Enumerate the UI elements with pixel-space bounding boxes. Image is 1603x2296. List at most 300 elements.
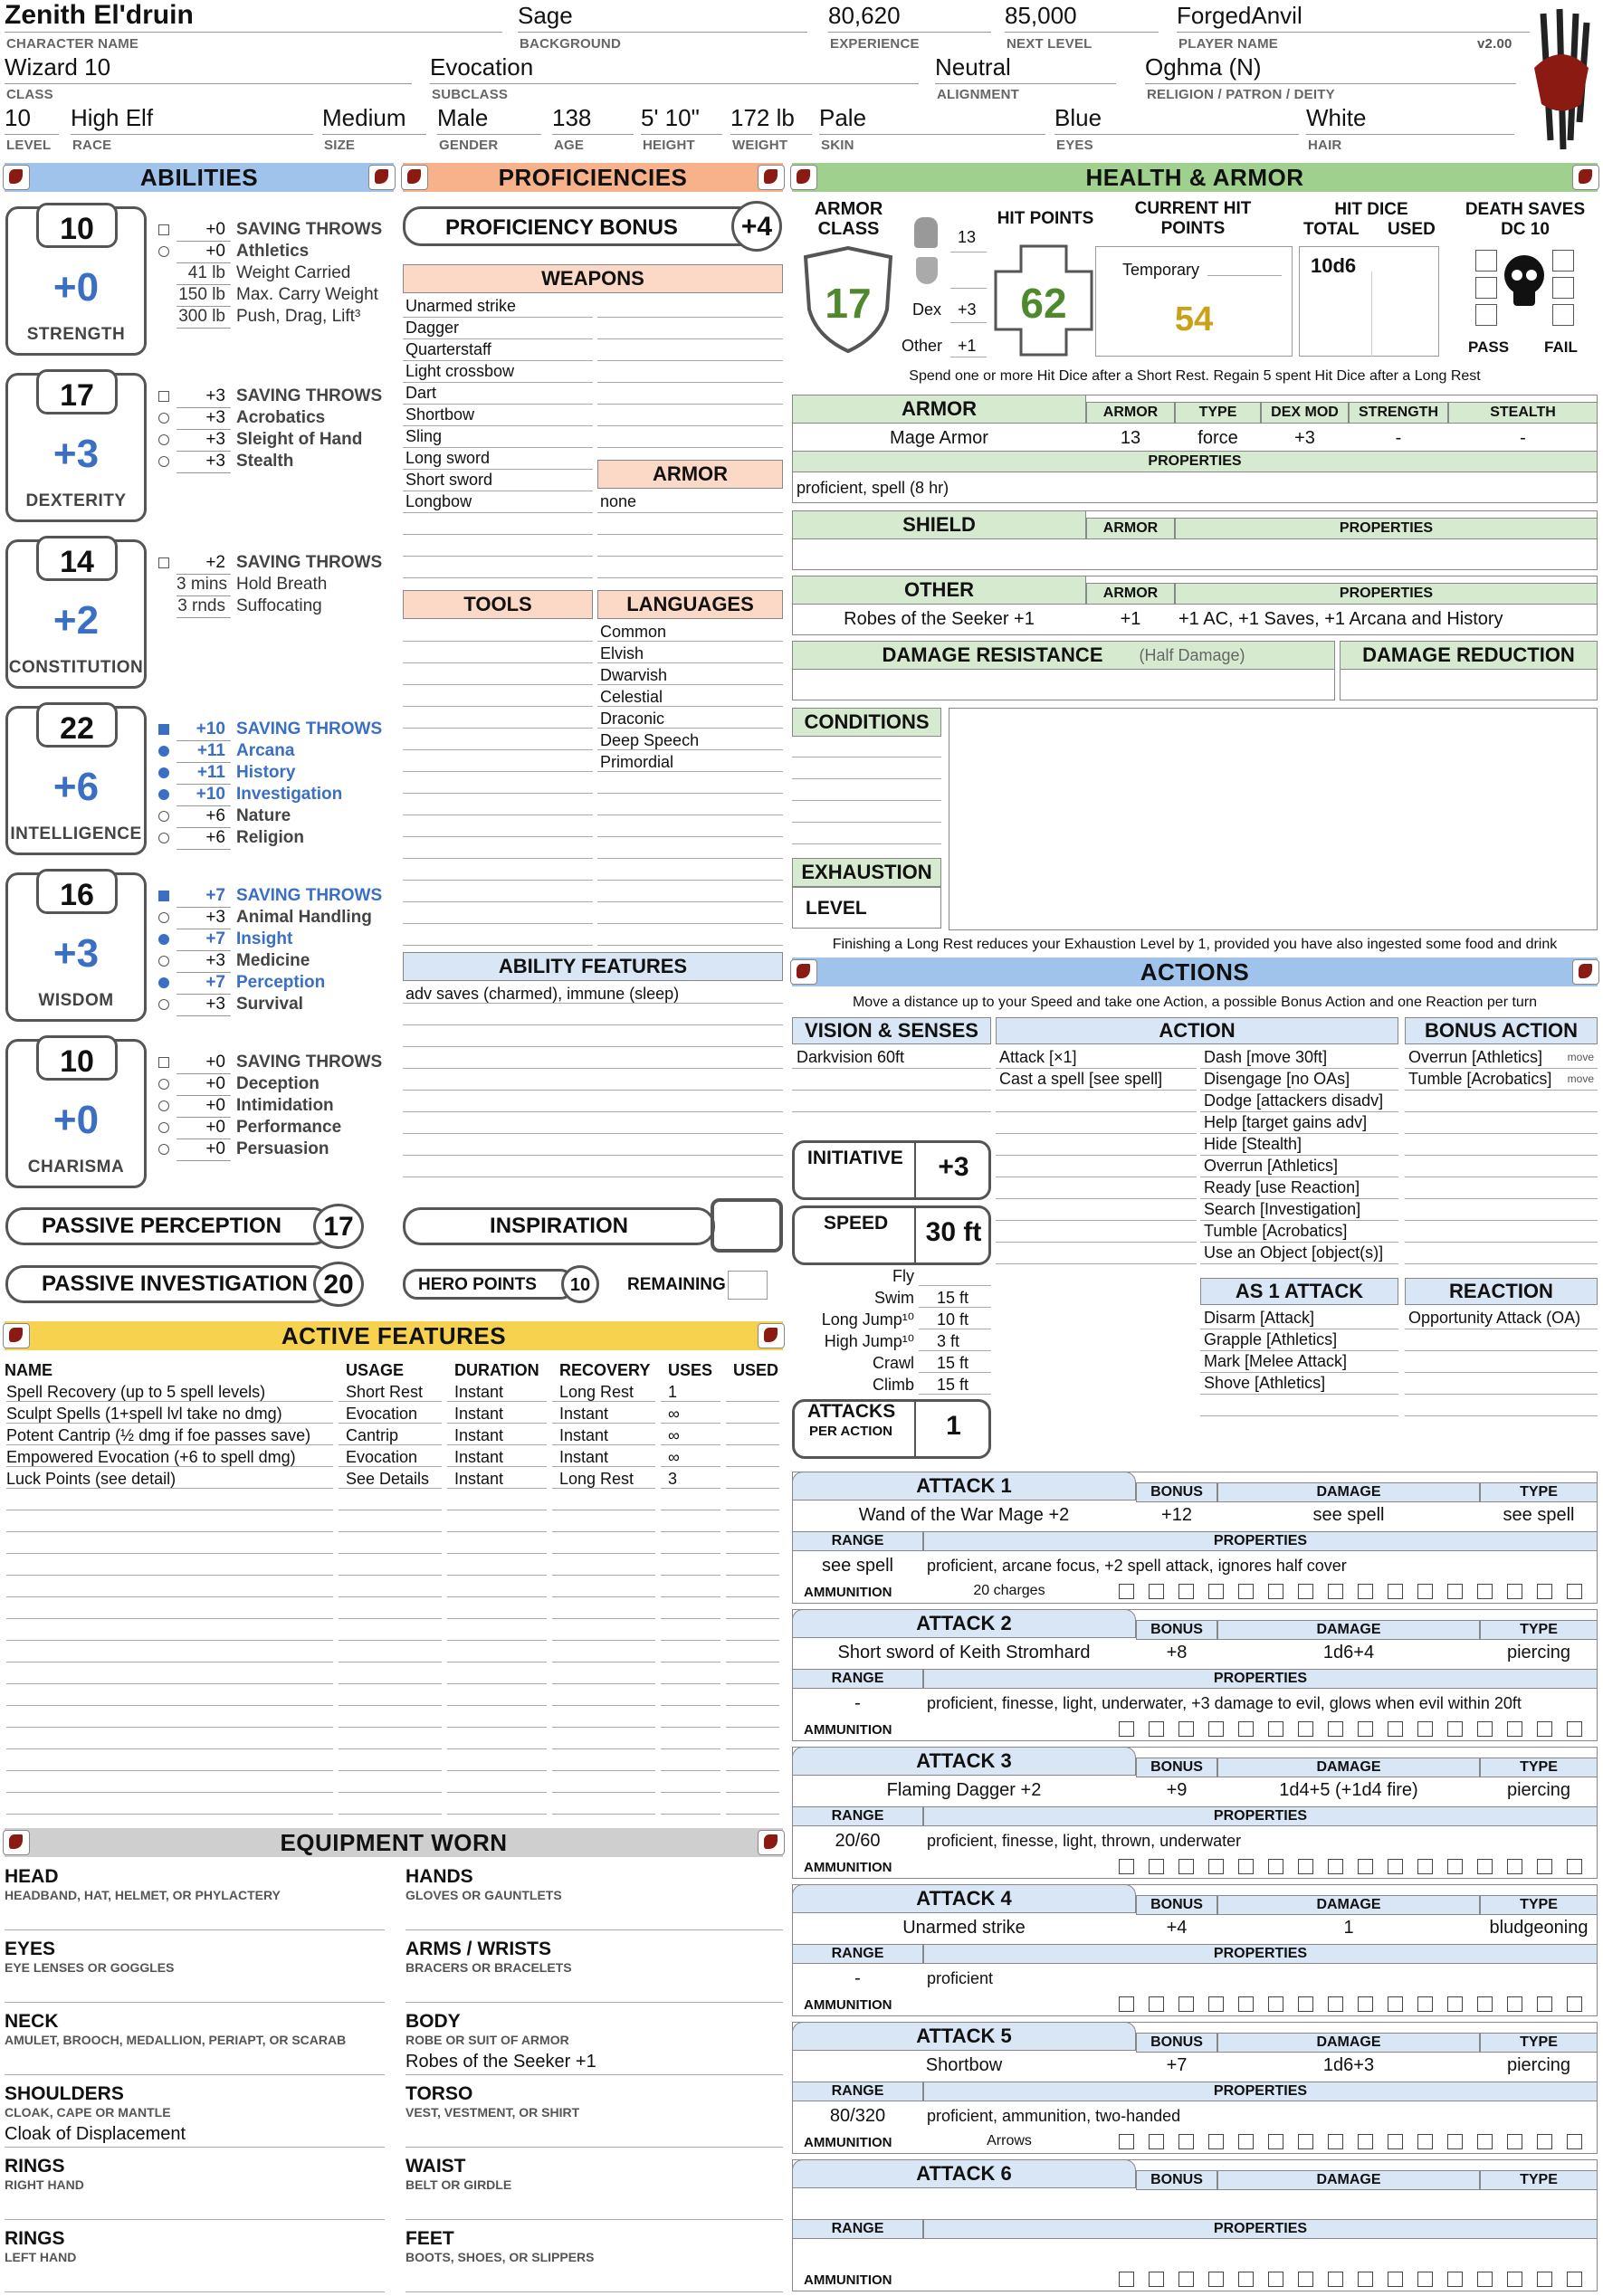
active-line — [552, 1683, 655, 1684]
ammo-checkbox[interactable] — [1447, 1996, 1463, 2012]
active-line — [6, 1814, 333, 1815]
active-line — [726, 1640, 779, 1641]
ammo-checkbox[interactable] — [1238, 1996, 1254, 2012]
active-line — [447, 1444, 547, 1445]
ammo-checkbox[interactable] — [1268, 1721, 1283, 1737]
equip-slot-sub: CLOAK, CAPE OR MANTLE — [5, 2105, 171, 2120]
conditions-header: CONDITIONS — [792, 708, 941, 737]
attack-props: proficient, arcane focus, +2 spell attack, ignores half cover — [927, 1557, 1347, 1575]
class-field[interactable]: Wizard 10 — [5, 53, 412, 84]
death-save-fail[interactable] — [1552, 304, 1574, 326]
proficiency-circle[interactable] — [158, 1122, 169, 1133]
skill-bonus: +0 — [177, 1052, 231, 1074]
list-line — [403, 382, 593, 383]
ammo-checkbox[interactable] — [1507, 1721, 1522, 1737]
dragon-icon — [1572, 959, 1599, 985]
active-line — [6, 1466, 333, 1467]
ability-score: 10 — [60, 1044, 94, 1079]
list-line — [996, 1242, 1197, 1243]
ammo-checkbox[interactable] — [1119, 1584, 1134, 1599]
ammo-checkbox[interactable] — [1507, 1859, 1522, 1874]
death-save-pass[interactable] — [1475, 250, 1497, 272]
death-saves-dc: DC 10 — [1501, 220, 1550, 239]
ammo-checkbox[interactable] — [1268, 2134, 1283, 2149]
ammo-checkbox[interactable] — [1537, 1996, 1552, 2012]
attack-range-col: RANGE — [792, 2082, 923, 2101]
active-feature-cell: Spell Recovery (up to 5 spell levels) — [6, 1383, 266, 1401]
skill-label: Survival — [236, 995, 303, 1014]
ammo-checkbox[interactable] — [1447, 2134, 1463, 2149]
proficiency-circle[interactable] — [158, 1079, 169, 1090]
ammo-checkbox[interactable] — [1537, 2134, 1552, 2149]
ammo-checkbox[interactable] — [1358, 2134, 1373, 2149]
list-line — [403, 945, 593, 946]
remaining-input[interactable] — [728, 1271, 768, 1300]
attack-type: piercing — [1506, 1780, 1571, 1800]
ammunition-label: AMMUNITION — [804, 1860, 892, 1875]
attack-damage-col: DAMAGE — [1217, 1758, 1480, 1777]
active-line — [726, 1575, 779, 1576]
ability-name: CONSTITUTION — [8, 658, 144, 677]
skill-bonus: 3 mins — [177, 574, 231, 596]
ammo-checkbox[interactable] — [1178, 1859, 1194, 1874]
armor-props-header: PROPERTIES — [792, 451, 1598, 472]
ammo-checkbox[interactable] — [1208, 1996, 1224, 2012]
ammo-checkbox[interactable] — [1268, 2272, 1283, 2287]
subclass-field[interactable]: Evocation — [430, 53, 919, 84]
active-col-header: USES — [668, 1361, 713, 1379]
ammo-checkbox[interactable] — [1328, 2272, 1343, 2287]
death-save-pass[interactable] — [1475, 304, 1497, 326]
ammo-checkbox[interactable] — [1149, 2272, 1164, 2287]
ammo-checkbox[interactable] — [1507, 2272, 1522, 2287]
active-line — [552, 1531, 655, 1532]
active-line — [661, 1531, 720, 1532]
ammo-checkbox[interactable] — [1149, 1721, 1164, 1737]
ammo-checkbox[interactable] — [1537, 1721, 1552, 1737]
ammo-checkbox[interactable] — [1477, 1721, 1493, 1737]
helmet-icon — [914, 217, 938, 248]
attack-props-col: PROPERTIES — [923, 2219, 1598, 2239]
ammo-checkbox[interactable] — [1328, 1584, 1343, 1599]
attack-name[interactable]: Shortbow — [925, 2055, 1003, 2075]
ammo-checkbox[interactable] — [1208, 2134, 1224, 2149]
ammo-checkbox[interactable] — [1507, 1584, 1522, 1599]
active-line — [552, 1727, 655, 1728]
ammo-checkbox[interactable] — [1238, 1859, 1254, 1874]
inspiration-toggle[interactable] — [711, 1198, 783, 1253]
proficiency-circle[interactable] — [158, 413, 169, 424]
ammo-checkbox[interactable] — [1537, 1859, 1552, 1874]
death-save-fail[interactable] — [1552, 277, 1574, 299]
ammo-checkbox[interactable] — [1178, 2272, 1194, 2287]
ammo-checkbox[interactable] — [1358, 1859, 1373, 1874]
ammo-checkbox[interactable] — [1417, 1721, 1433, 1737]
other-header: OTHER — [792, 576, 1086, 605]
active-line — [447, 1792, 547, 1793]
saving-throw-row — [158, 219, 382, 241]
skill-label: Hold Breath — [236, 575, 328, 594]
attack-name[interactable]: Short sword of Keith Stromhard — [837, 1643, 1091, 1662]
ammo-checkbox[interactable] — [1388, 1996, 1403, 2012]
ammo-checkbox[interactable] — [1208, 2272, 1224, 2287]
equip-slot-title: NECK — [5, 2011, 59, 2032]
skill-bonus: +3 — [177, 950, 231, 973]
ability-score: 14 — [60, 545, 94, 579]
xp-field[interactable]: 80,620 — [828, 2, 991, 33]
ac-value: 17 — [825, 280, 872, 327]
ammo-checkbox[interactable] — [1298, 1996, 1313, 2012]
exhaustion-level-label: LEVEL — [806, 898, 867, 919]
ammo-checkbox[interactable] — [1119, 2272, 1134, 2287]
proficiency-square[interactable] — [158, 224, 169, 235]
armor-cell: - — [1395, 428, 1402, 448]
attack-damage: 1d6+3 — [1322, 2055, 1375, 2075]
proficiency-circle[interactable] — [158, 999, 169, 1010]
languages-header: LANGUAGES — [597, 590, 783, 619]
ammo-checkbox[interactable] — [1119, 1996, 1134, 2012]
movement-label: High Jump¹⁰ — [824, 1332, 914, 1350]
proficiencies-banner — [403, 163, 783, 192]
skill-bonus: +6 — [177, 805, 231, 828]
equip-slot-sub: BRACERS OR BRACELETS — [406, 1960, 572, 1975]
ammo-checkbox[interactable] — [1417, 2272, 1433, 2287]
skill-bonus: +11 — [177, 740, 231, 763]
ammunition-label: AMMUNITION — [804, 2135, 892, 2150]
proficiency-circle[interactable] — [158, 833, 169, 843]
size-field[interactable]: Medium — [322, 104, 426, 135]
proficiency-circle[interactable] — [158, 434, 169, 445]
proficiency-square[interactable] — [158, 557, 169, 568]
skill-bonus: 41 lb — [177, 262, 231, 285]
list-line — [403, 404, 593, 405]
ammo-checkbox[interactable] — [1298, 1859, 1313, 1874]
proficiency-square[interactable] — [158, 724, 169, 735]
proficiency-circle[interactable] — [158, 811, 169, 822]
ammo-checkbox[interactable] — [1268, 1584, 1283, 1599]
active-line — [552, 1748, 655, 1749]
list-line — [792, 1090, 991, 1091]
list-line — [996, 1111, 1197, 1112]
proficiency-circle[interactable] — [158, 767, 169, 778]
ammo-checkbox[interactable] — [1149, 1996, 1164, 2012]
ammo-checkbox[interactable] — [1268, 1996, 1283, 2012]
attack-type: bludgeoning — [1489, 1918, 1589, 1938]
skill-bonus: +6 — [177, 827, 231, 850]
movement-value: 3 ft — [937, 1332, 960, 1350]
ammo-checkbox[interactable] — [1477, 1996, 1493, 2012]
skill-row — [158, 262, 350, 284]
list-line — [996, 1220, 1197, 1221]
list-line — [1405, 1198, 1598, 1199]
ammo-checkbox[interactable] — [1238, 2134, 1254, 2149]
banner-title: HEALTH & ARMOR — [1085, 163, 1304, 191]
name-field[interactable]: Zenith El'druin — [5, 2, 502, 33]
hit-dice-total-label: TOTAL — [1303, 220, 1360, 239]
skill-label: SAVING THROWS — [236, 719, 383, 738]
weapon-item: Light crossbow — [406, 362, 515, 380]
attack-header: ATTACK 3 — [792, 1747, 1136, 1776]
skill-row — [158, 284, 378, 306]
ammo-checkbox[interactable] — [1238, 1584, 1254, 1599]
active-line — [447, 1401, 547, 1402]
tools-header: TOOLS — [403, 590, 593, 619]
movement-value: 15 ft — [937, 1376, 969, 1394]
ammo-checkbox[interactable] — [1358, 1996, 1373, 2012]
ammo-checkbox[interactable] — [1358, 2272, 1373, 2287]
active-line — [552, 1792, 655, 1793]
dr-sub: (Half Damage) — [1139, 645, 1245, 664]
list-line — [403, 447, 593, 448]
health-banner — [792, 163, 1598, 192]
ammo-checkbox[interactable] — [1178, 2134, 1194, 2149]
ammo-checkbox[interactable] — [1298, 1584, 1313, 1599]
ammo-checkbox[interactable] — [1208, 1859, 1224, 1874]
ammo-checkbox[interactable] — [1358, 1721, 1373, 1737]
ammo-checkbox[interactable] — [1119, 1721, 1134, 1737]
active-line — [6, 1444, 333, 1445]
armor-name: Mage Armor — [890, 428, 988, 448]
list-line — [597, 749, 783, 750]
list-line — [597, 641, 783, 642]
age-field[interactable]: 138 — [552, 104, 634, 135]
hair-field[interactable]: White — [1306, 104, 1514, 135]
ammo-checkbox[interactable] — [1417, 1996, 1433, 2012]
active-feature-cell: Instant — [454, 1383, 504, 1401]
alignment-field[interactable]: Neutral — [935, 53, 1116, 84]
proficiency-circle[interactable] — [158, 246, 169, 257]
ammo-checkbox[interactable] — [1149, 1584, 1164, 1599]
weapon-item: Shortbow — [406, 405, 475, 424]
proficiency-square[interactable] — [158, 891, 169, 901]
active-line — [447, 1727, 547, 1728]
weapon-item: Dart — [406, 384, 437, 402]
inspiration-label: INSPIRATION — [490, 1214, 628, 1238]
equip-slot-title: TORSO — [406, 2083, 473, 2104]
ammo-checkbox[interactable] — [1328, 1859, 1343, 1874]
ammo-checkbox[interactable] — [1447, 2272, 1463, 2287]
ammo-checkbox[interactable] — [1119, 1859, 1134, 1874]
active-line — [339, 1705, 442, 1706]
action-header: ACTION — [996, 1017, 1398, 1044]
ammo-checkbox[interactable] — [1507, 2134, 1522, 2149]
gender-field[interactable]: Male — [437, 104, 541, 135]
death-save-fail[interactable] — [1552, 250, 1574, 272]
level-field[interactable]: 10 — [5, 104, 59, 135]
active-line — [726, 1553, 779, 1554]
equip-line — [406, 2219, 783, 2220]
proficiency-circle[interactable] — [158, 789, 169, 800]
eyes-field[interactable]: Blue — [1054, 104, 1299, 135]
active-line — [661, 1814, 720, 1815]
action-item: Use an Object [object(s)] — [1204, 1243, 1384, 1262]
proficiency-square[interactable] — [158, 1057, 169, 1068]
ammo-checkbox[interactable] — [1477, 2272, 1493, 2287]
ammo-checkbox[interactable] — [1417, 1584, 1433, 1599]
attack-header: ATTACK 2 — [792, 1609, 1136, 1638]
background-field[interactable]: Sage — [518, 2, 807, 33]
list-line — [403, 1133, 783, 1134]
ammo-checkbox[interactable] — [1298, 2272, 1313, 2287]
attack-props-col: PROPERTIES — [923, 1806, 1598, 1826]
ammo-checkbox[interactable] — [1238, 2272, 1254, 2287]
ammo-checkbox[interactable] — [1567, 1584, 1582, 1599]
list-line — [403, 728, 593, 729]
ammo-checkbox[interactable] — [1567, 1996, 1582, 2012]
ammo-checkbox[interactable] — [1447, 1584, 1463, 1599]
ammo-checkbox[interactable] — [1388, 2272, 1403, 2287]
height-field[interactable]: 5' 10" — [641, 104, 722, 135]
proficiency-circle[interactable] — [158, 956, 169, 967]
equip-slot-title: HANDS — [406, 1866, 473, 1887]
ammo-checkbox[interactable] — [1477, 2134, 1493, 2149]
equip-slot-value[interactable]: Cloak of Displacement — [5, 2124, 186, 2144]
ammo-checkbox[interactable] — [1298, 2134, 1313, 2149]
ammo-checkbox[interactable] — [1149, 2134, 1164, 2149]
equip-slot-value[interactable]: Robes of the Seeker +1 — [406, 2052, 596, 2072]
temporary-label: Temporary — [1122, 261, 1200, 279]
equip-line — [406, 2002, 783, 2003]
ammo-checkbox[interactable] — [1477, 1584, 1493, 1599]
ammo-checkbox[interactable] — [1567, 1859, 1582, 1874]
ammo-checkbox[interactable] — [1178, 1584, 1194, 1599]
next-level-field[interactable]: 85,000 — [1005, 2, 1159, 33]
ammo-checkbox[interactable] — [1567, 2134, 1582, 2149]
attack-type: piercing — [1506, 1643, 1571, 1662]
skill-bonus: +3 — [177, 429, 231, 452]
attack-type-col: TYPE — [1480, 2033, 1598, 2053]
list-line — [1405, 1155, 1598, 1156]
proficiency-circle[interactable] — [158, 1144, 169, 1155]
deity-field[interactable]: Oghma (N) — [1145, 53, 1516, 84]
ammo-checkbox[interactable] — [1388, 1584, 1403, 1599]
ammo-checkbox[interactable] — [1238, 1721, 1254, 1737]
action-item: Overrun [Athletics] — [1204, 1157, 1339, 1175]
ammo-checkbox[interactable] — [1388, 1859, 1403, 1874]
ammo-checkbox[interactable] — [1119, 2134, 1134, 2149]
player-field[interactable]: ForgedAnvil — [1177, 2, 1530, 33]
ammo-checkbox[interactable] — [1537, 2272, 1552, 2287]
proficiency-circle[interactable] — [158, 977, 169, 988]
field-caption: EYES — [1056, 138, 1093, 153]
active-line — [552, 1640, 655, 1641]
skill-bonus: 3 rnds — [177, 595, 231, 618]
reaction-item: Opportunity Attack (OA) — [1408, 1309, 1581, 1327]
attack-bonus-col: BONUS — [1136, 2170, 1217, 2190]
hit-dice-value: 10d6 — [1311, 254, 1357, 277]
attack-header: ATTACK 6 — [792, 2159, 1136, 2188]
weight-field[interactable]: 172 lb — [730, 104, 812, 135]
ammo-checkbox[interactable] — [1328, 1996, 1343, 2012]
active-line — [552, 1814, 655, 1815]
armor-col-header: ARMOR — [1086, 402, 1175, 424]
skill-bonus: +0 — [177, 1095, 231, 1118]
ammo-checkbox[interactable] — [1298, 1721, 1313, 1737]
ammo-checkbox[interactable] — [1567, 1721, 1582, 1737]
ammo-checkbox[interactable] — [1507, 1996, 1522, 2012]
active-line — [661, 1748, 720, 1749]
race-field[interactable]: High Elf — [71, 104, 313, 135]
damage-resistance-header — [792, 641, 1335, 670]
active-line — [726, 1466, 779, 1467]
proficiency-circle[interactable] — [158, 746, 169, 757]
attack-name[interactable]: Wand of the War Mage +2 — [858, 1505, 1070, 1525]
ammo-checkbox[interactable] — [1328, 1721, 1343, 1737]
skill-bonus: +3 — [177, 994, 231, 1016]
proficiency-circle[interactable] — [158, 912, 169, 923]
skill-bonus: +3 — [177, 907, 231, 929]
skill-bonus: +7 — [177, 885, 231, 908]
attack-props: proficient, finesse, light, underwater, +3 damage to evil, glows when evil within 20ft — [927, 1694, 1522, 1712]
skill-bonus: +7 — [177, 929, 231, 951]
ammo-checkbox[interactable] — [1178, 1721, 1194, 1737]
proficiency-circle[interactable] — [158, 456, 169, 467]
attack-type: piercing — [1506, 2055, 1571, 2075]
ammo-checkbox[interactable] — [1388, 2134, 1403, 2149]
attack-damage: 1 — [1343, 1918, 1354, 1938]
active-line — [726, 1488, 779, 1489]
list-line — [403, 469, 593, 470]
attack-name[interactable]: Unarmed strike — [902, 1918, 1026, 1938]
proficiency-circle[interactable] — [158, 1100, 169, 1111]
attack-bonus-col: BONUS — [1136, 2033, 1217, 2053]
skill-bonus: +0 — [177, 1117, 231, 1139]
equip-slot-sub: AMULET, BROOCH, MEDALLION, PERIAPT, OR SCARAB — [5, 2033, 347, 2047]
ammo-checkbox[interactable] — [1178, 1996, 1194, 2012]
passive-investigation-label: PASSIVE INVESTIGATION — [42, 1272, 308, 1296]
ammo-checkbox[interactable] — [1477, 1859, 1493, 1874]
proficiency-circle[interactable] — [158, 934, 169, 945]
ability-modifier: +0 — [52, 1098, 100, 1142]
speed-label: SPEED — [824, 1213, 889, 1234]
ability-score: 16 — [60, 878, 94, 912]
banner-title: PROFICIENCIES — [498, 163, 688, 191]
list-line — [403, 425, 593, 426]
ammo-checkbox[interactable] — [1149, 1859, 1164, 1874]
ammo-checkbox[interactable] — [1208, 1584, 1224, 1599]
ammunition-label: AMMUNITION — [804, 2272, 892, 2288]
ammo-checkbox[interactable] — [1447, 1721, 1463, 1737]
attack-name[interactable]: Flaming Dagger +2 — [886, 1780, 1042, 1800]
ammo-checkbox[interactable] — [1417, 2134, 1433, 2149]
ammo-checkbox[interactable] — [1208, 1721, 1224, 1737]
proficiency-square[interactable] — [158, 391, 169, 402]
ammo-checkbox[interactable] — [1268, 1859, 1283, 1874]
death-save-pass[interactable] — [1475, 277, 1497, 299]
ammo-checkbox[interactable] — [1388, 1721, 1403, 1737]
ammo-checkbox[interactable] — [1328, 2134, 1343, 2149]
active-col-header: DURATION — [454, 1361, 539, 1379]
skill-bonus: +10 — [177, 784, 231, 806]
skin-field[interactable]: Pale — [819, 104, 1045, 135]
list-line — [597, 728, 783, 729]
skill-bonus: 300 lb — [177, 306, 231, 329]
active-line — [552, 1553, 655, 1554]
other-armor-col: ARMOR — [1086, 583, 1175, 605]
active-line — [6, 1640, 333, 1641]
active-line — [552, 1466, 655, 1467]
ammo-checkbox[interactable] — [1358, 1584, 1373, 1599]
attack-header: ATTACK 1 — [792, 1472, 1136, 1500]
active-line — [339, 1401, 442, 1402]
armor-prof-header: ARMOR — [597, 460, 783, 489]
active-line — [6, 1748, 333, 1749]
ammo-checkbox[interactable] — [1417, 1859, 1433, 1874]
active-feature-cell: Long Rest — [559, 1470, 635, 1488]
ammo-checkbox[interactable] — [1447, 1859, 1463, 1874]
ammo-checkbox[interactable] — [1537, 1584, 1552, 1599]
ammo-checkbox[interactable] — [1567, 2272, 1582, 2287]
